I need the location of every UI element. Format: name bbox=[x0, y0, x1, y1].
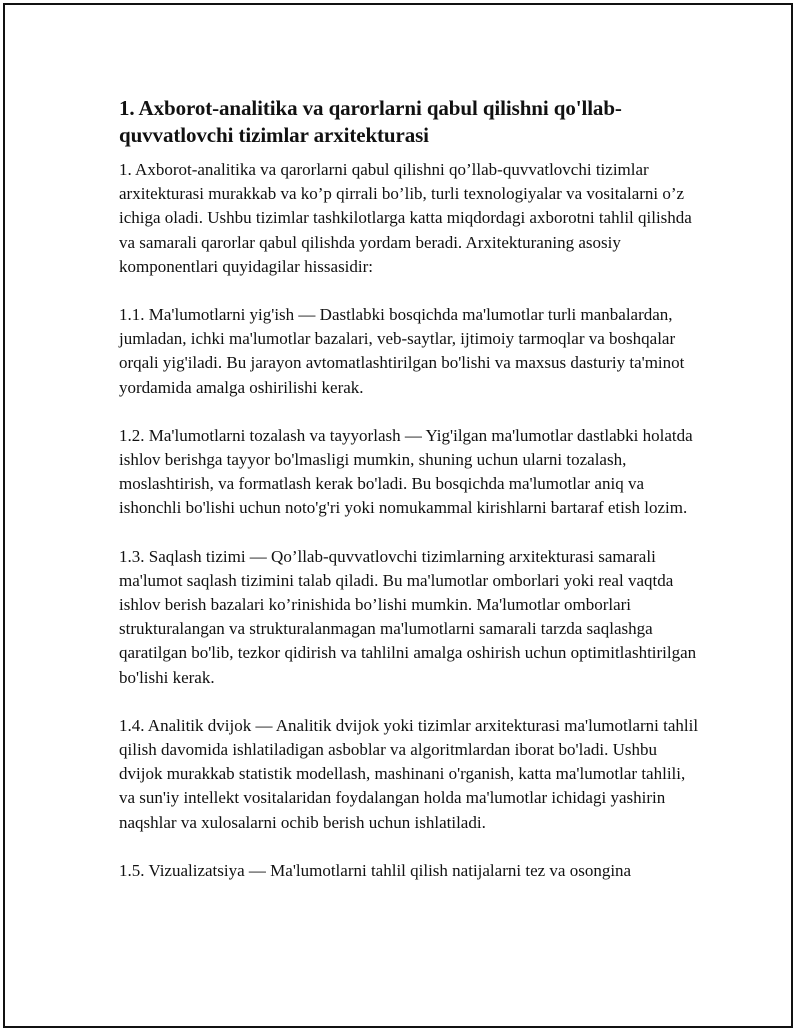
paragraph-data-cleaning: 1.2. Ma'lumotlarni tozalash va tayyorlash — Yig'ilgan ma'lumotlar dastlabki holatda ishlov berishga tayyor bo'lmasligi mumkin, shuning uchun ularni tozalash, moslashtirish, va formatlash kerak bo'ladi. Bu bosqichda ma'lumotlar aniq va ishonchli bo'lishi uchun noto'g'ri yoki nomukammal kirishlarni bartaraf etish lozim. bbox=[119, 425, 693, 518]
paragraph-analytic-engine: 1.4. Analitik dvijok — Analitik dvijok yoki tizimlar arxitekturasi ma'lumotlarni tahlil qilish davomida ishlatiladigan asboblar va algoritmlardan iborat bo'ladi. Ushbu dvijok murakkab statistik modellash, mashinani o'rganish, katta ma'lumotlar tahlili, va sun'iy intellekt vositalaridan foydalangan holda ma'lumotlar ichidagi yashirin naqshlar va xulosalarni ochib berish uchun ishlatiladi. bbox=[119, 715, 699, 832]
document-body bbox=[119, 95, 699, 907]
paragraph-visualization: 1.5. Vizualizatsiya — Ma'lumotlarni tahlil qilish natijalarni tez va osongina bbox=[119, 860, 632, 880]
paragraph-data-collection: 1.1. Ma'lumotlarni yig'ish — Dastlabki bosqichda ma'lumotlar turli manbalardan, jumladan, ichki ma'lumotlar bazalari, veb-saytlar, ijtimoiy tarmoqlar va boshqalar orqali yig'iladi. Bu jarayon avtomatlashtirilgan bo'lishi va maxsus dasturiy ta'minot yordamida amalga oshirilishi kerak. bbox=[119, 305, 685, 397]
section-heading: 1. Axborot-analitika va qarorlarni qabul qilishni qo'llab-quvvatlovchi tizimlar arxitekturasi bbox=[119, 96, 622, 147]
intro-paragraph: 1. Axborot-analitika va qarorlarni qabul qilishni qo’llab-quvvatlovchi tizimlar arxitekturasi murakkab va ko’p qirrali bo’lib, turli texnologiyalar va vositalarni o’z ichiga oladi. Ushbu tizimlar tashkilotlarga katta miqdordagi axborotni tahlil qilishda va samarali qarorlar qabul qilishda yordam beradi. Arxitekturaning asosiy komponentlari quyidagilar hissasidir: bbox=[119, 160, 692, 276]
paragraph-storage-system: 1.3. Saqlash tizimi — Qo’llab-quvvatlovchi tizimlarning arxitekturasi samarali ma'lumot saqlash tizimini talab qiladi. Bu ma'lumotlar omborlari yoki real vaqtda ishlov berish bazalari ko’rinishida bo’lishi mumkin. Ma'lumotlar omborlari strukturalangan va strukturalanmagan ma'lumotlarni samarali tarzda saqlashga qaratilgan bo'lib, tezkor qidirish va tahlilni amalga oshirish uchun optimitlashtirilgan bo'lishi kerak. bbox=[119, 546, 697, 687]
